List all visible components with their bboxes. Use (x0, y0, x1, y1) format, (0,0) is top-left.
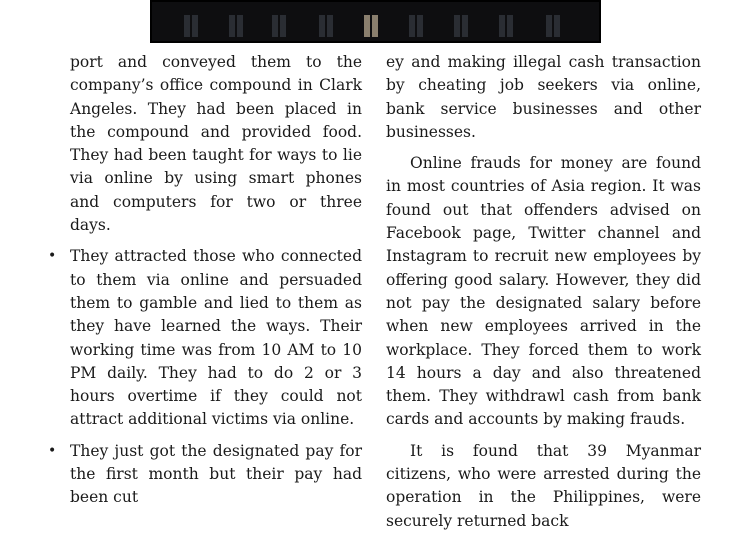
right-continuation-paragraph: ey and making illegal cash transaction by cheating job seekers via online, bank service businesses and other businesses. (386, 53, 701, 141)
left-column (48, 51, 362, 518)
bullet-list (48, 245, 362, 509)
online-frauds-paragraph: Online frauds for money are found in most countries of Asia region. It was found out that offenders advised on Facebook page, Twitter channel and Instagram to recruit new employees by offering good salary. However, they did not pay the designated salary before when new employees arrived in the workplace. They forced them to work 14 hours a day and also threatened them. They withdrawl cash from bank cards and accounts by making frauds. (386, 154, 701, 429)
list-item (48, 440, 362, 510)
bullet-icon: • (48, 442, 57, 459)
myanmar-citizens-paragraph: It is found that 39 Myanmar citizens, who were arrested during the operation in the Philippines, were securely returned back (386, 441, 701, 530)
bullet-icon: • (48, 248, 57, 265)
right-column (386, 51, 701, 541)
list-item (48, 245, 362, 431)
list-item-text: They just got the designated pay for the first month but their pay had been cut (70, 441, 362, 507)
list-item-text: They attracted those who connected to them via online and persuaded them to gamble and lied to them as they have learned the ways. Their working time was from 10 AM to 10 PM daily. They had to do 2 or 3 hours overtime if they could not attract additional victims via online. (70, 247, 362, 429)
left-continuation-paragraph: port and conveyed them to the company’s office compound in Clark Angeles. They had been placed in the compound and provided food. They had been taught for ways to lie via online by using smart phones and computers for two or three days. (70, 53, 362, 235)
article-photo (150, 0, 601, 43)
